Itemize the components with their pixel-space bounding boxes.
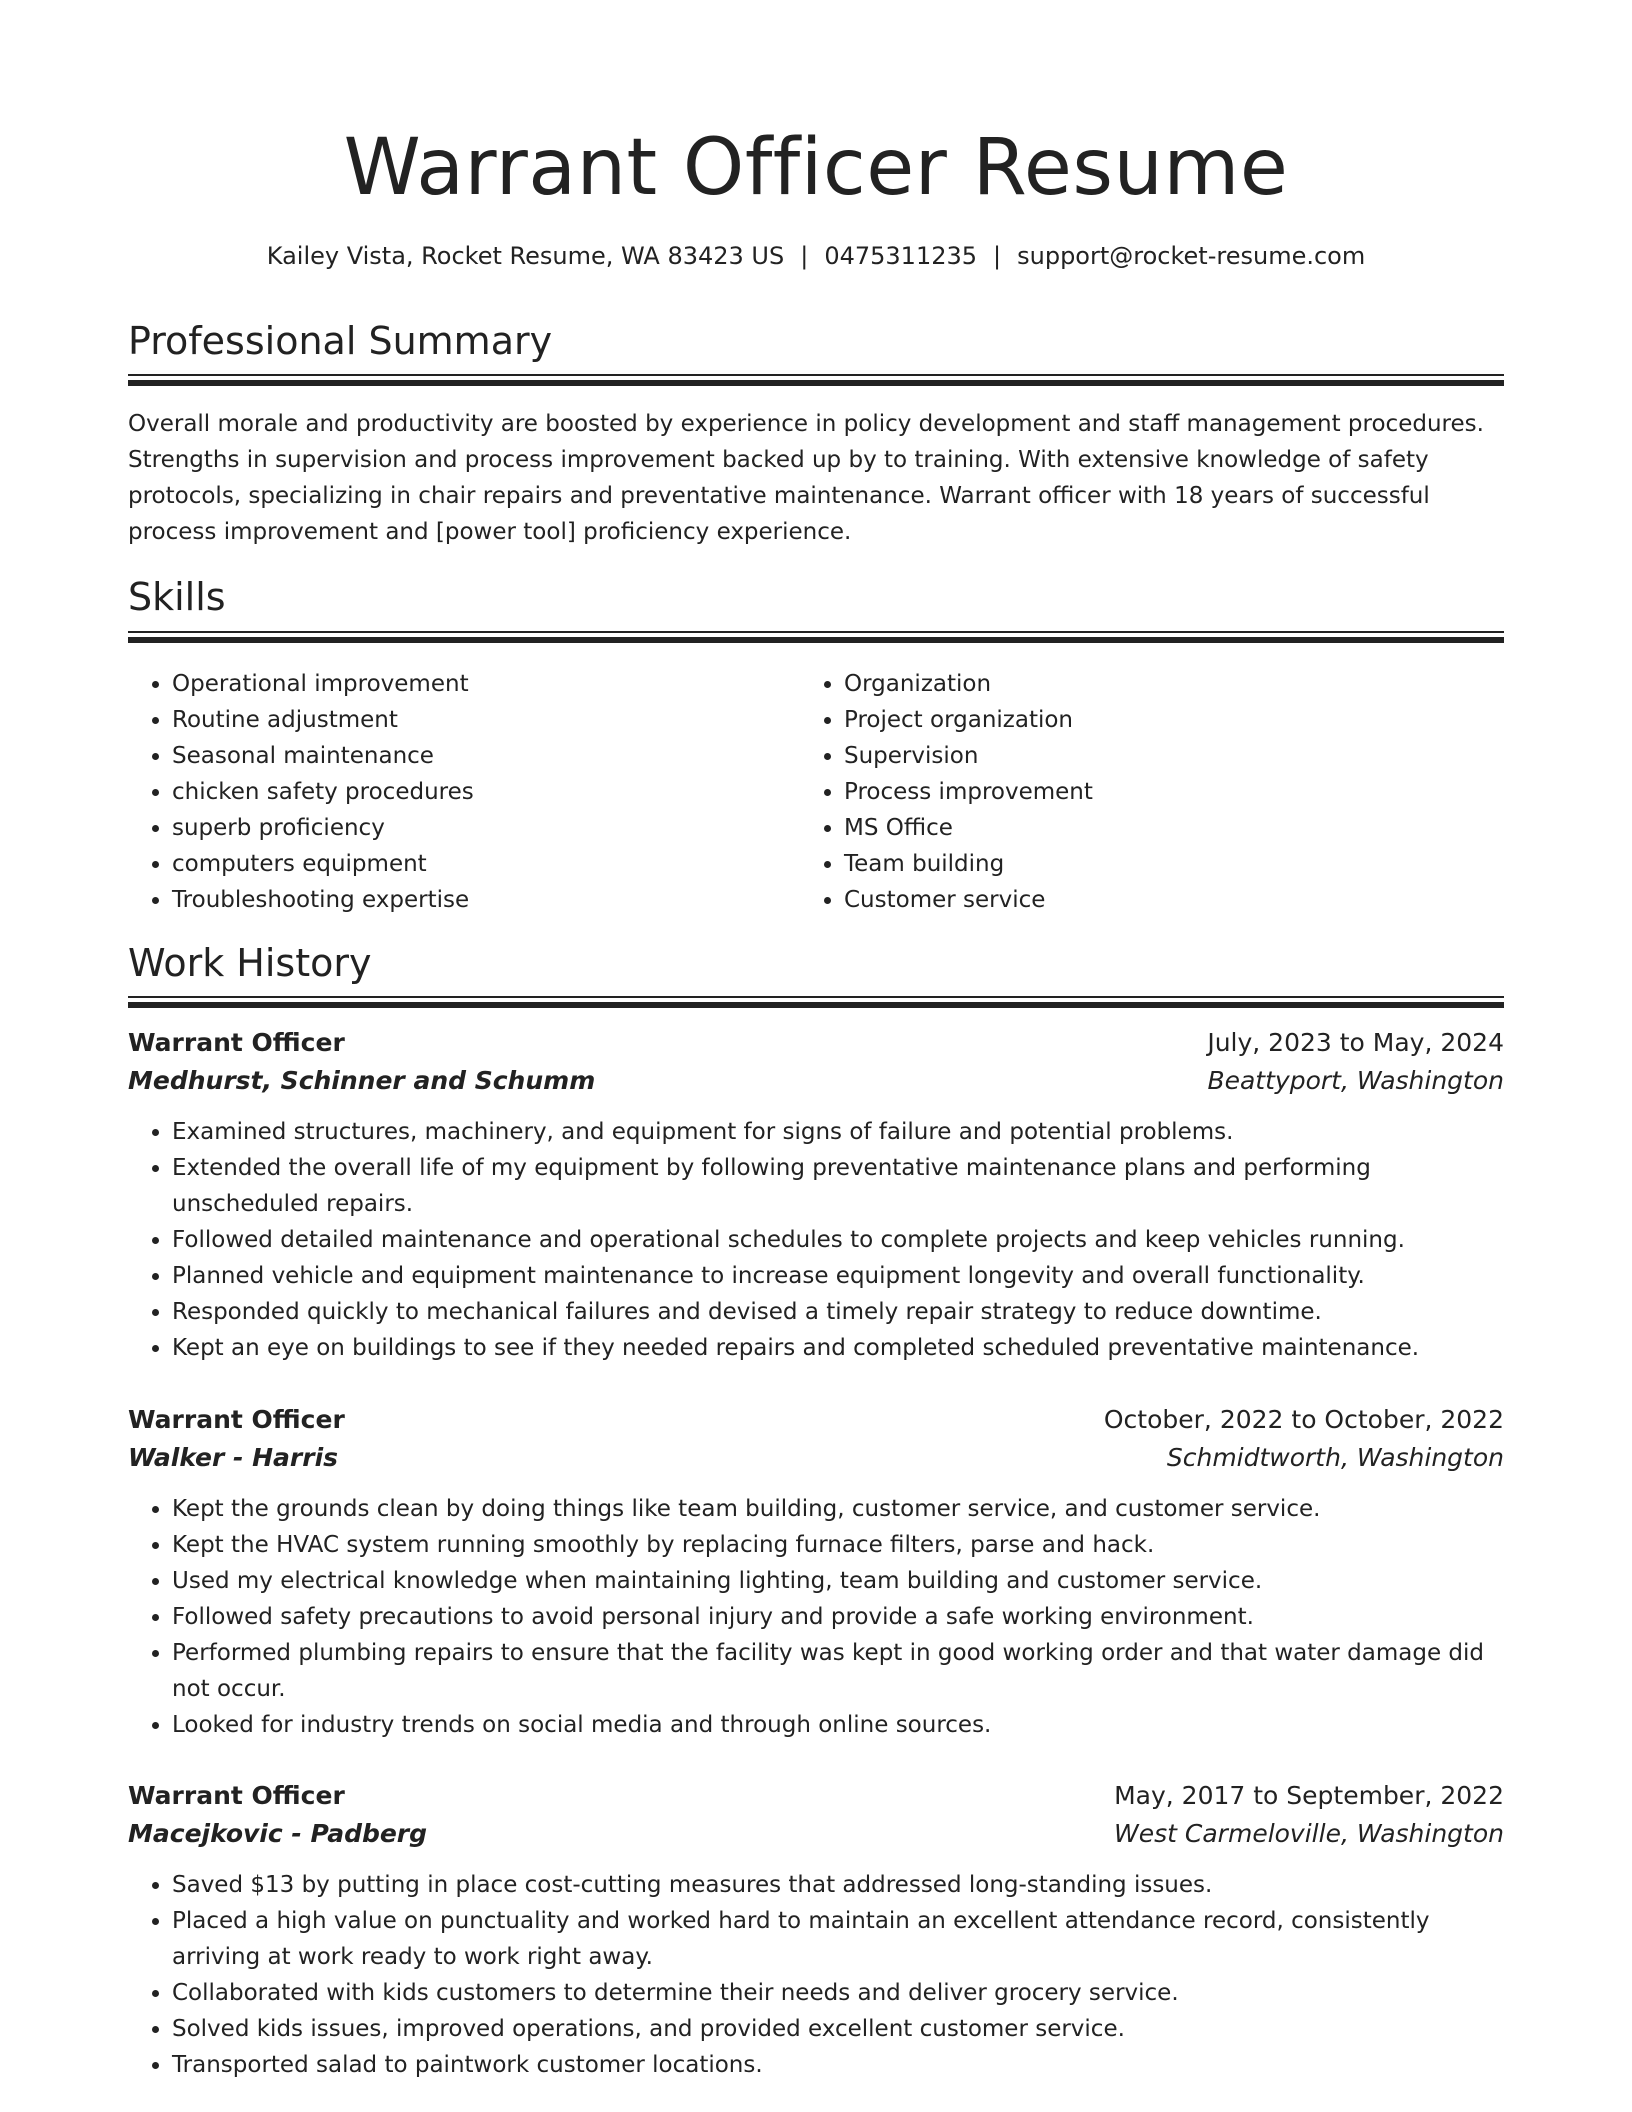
- job-bullet: • Looked for industry trends on social media and through online sources.: [172, 1707, 1504, 1743]
- job-dates: May, 2017 to September, 2022: [1114, 1781, 1504, 1810]
- job-bullets: [128, 1867, 1504, 2083]
- section-divider: [128, 374, 1504, 386]
- skill-item: • Organization: [844, 666, 1504, 702]
- job-bullet: • Kept an eye on buildings to see if they needed repairs and completed scheduled preventative maintenance.: [172, 1330, 1504, 1366]
- job-header-row: [128, 1401, 1504, 1439]
- job-location: Schmidtworth, Washington: [1166, 1443, 1504, 1472]
- work-history-heading: Work History: [128, 941, 372, 985]
- job-company-row: [128, 1062, 1504, 1100]
- job-dates: October, 2022 to October, 2022: [1103, 1405, 1504, 1434]
- job-entry: [128, 1024, 1504, 1366]
- summary-heading: Professional Summary: [128, 319, 553, 363]
- job-title: Warrant Officer: [128, 1028, 345, 1057]
- job-bullet: • Extended the overall life of my equipment by following preventative maintenance plans and performing unscheduled repairs.: [172, 1150, 1504, 1222]
- contact-email: support@rocket-resume.com: [1017, 242, 1366, 270]
- job-bullet: • Collaborated with kids customers to determine their needs and deliver grocery service.: [172, 1975, 1504, 2011]
- job-bullet: • Performed plumbing repairs to ensure that the facility was kept in good working order and that water damage did not occur.: [172, 1635, 1504, 1707]
- job-bullet: • Saved $13 by putting in place cost-cutting measures that addressed long-standing issues.: [172, 1867, 1504, 1903]
- job-dates: July, 2023 to May, 2024: [1207, 1028, 1504, 1057]
- job-title: Warrant Officer: [128, 1405, 345, 1434]
- job-bullet: • Solved kids issues, improved operations, and provided excellent customer service.: [172, 2011, 1504, 2047]
- skill-item: • Process improvement: [844, 774, 1504, 810]
- job-bullet: • Placed a high value on punctuality and worked hard to maintain an excellent attendance record, consistently arriving at work ready to work right away.: [172, 1903, 1504, 1975]
- job-bullet: • Planned vehicle and equipment maintenance to increase equipment longevity and overall functionality.: [172, 1258, 1504, 1294]
- skill-item: • chicken safety procedures: [172, 774, 800, 810]
- skill-item: • Project organization: [844, 702, 1504, 738]
- job-title: Warrant Officer: [128, 1781, 345, 1810]
- job-bullets: [128, 1491, 1504, 1743]
- skills-heading: Skills: [128, 575, 226, 619]
- skill-item: • Supervision: [844, 738, 1504, 774]
- job-location: West Carmeloville, Washington: [1114, 1819, 1504, 1848]
- job-location: Beattyport, Washington: [1207, 1066, 1504, 1095]
- page-title: Warrant Officer Resume: [343, 123, 1289, 213]
- skill-item: • MS Office: [844, 810, 1504, 846]
- job-entry: [128, 1401, 1504, 1743]
- skill-item: • Team building: [844, 846, 1504, 882]
- contact-separator: |: [800, 242, 809, 270]
- job-company: Walker - Harris: [128, 1443, 339, 1472]
- job-company-row: [128, 1439, 1504, 1477]
- skill-item: • superb proficiency: [172, 810, 800, 846]
- job-bullet: • Followed detailed maintenance and operational schedules to complete projects and keep vehicles running.: [172, 1222, 1504, 1258]
- skill-item: • Troubleshooting expertise: [172, 882, 800, 918]
- contact-line: [0, 238, 1632, 274]
- contact-separator: |: [993, 242, 1002, 270]
- job-bullets: [128, 1114, 1504, 1366]
- summary-text: Overall morale and productivity are boosted by experience in policy development and staff management procedures. Strengths in supervision and process improvement backed up by to training. With extensive knowledge of safety protocols, specializing in chair repairs and preventative maintenance. Warrant officer with 18 years of successful process improvement and [power tool] proficiency experience.: [128, 411, 1484, 545]
- job-header-row: [128, 1024, 1504, 1062]
- skill-item: • Customer service: [844, 882, 1504, 918]
- skill-item: • computers equipment: [172, 846, 800, 882]
- skill-item: • Operational improvement: [172, 666, 800, 702]
- contact-address: Kailey Vista, Rocket Resume, WA 83423 US: [266, 242, 785, 270]
- job-bullet: • Followed safety precautions to avoid personal injury and provide a safe working environment.: [172, 1599, 1504, 1635]
- job-bullet: • Used my electrical knowledge when maintaining lighting, team building and customer service.: [172, 1563, 1504, 1599]
- job-company: Macejkovic - Padberg: [128, 1819, 428, 1848]
- job-bullet: • Responded quickly to mechanical failures and devised a timely repair strategy to reduce downtime.: [172, 1294, 1504, 1330]
- job-bullet: • Transported salad to paintwork customer locations.: [172, 2047, 1504, 2083]
- job-entry: [128, 1777, 1504, 2083]
- skills-column-right: [800, 666, 1504, 918]
- job-bullet: • Kept the HVAC system running smoothly by replacing furnace filters, parse and hack.: [172, 1527, 1504, 1563]
- section-divider: [128, 996, 1504, 1008]
- job-company: Medhurst, Schinner and Schumm: [128, 1066, 596, 1095]
- job-bullet: • Examined structures, machinery, and equipment for signs of failure and potential problems.: [172, 1114, 1504, 1150]
- contact-phone: 0475311235: [824, 242, 978, 270]
- job-company-row: [128, 1815, 1504, 1853]
- skill-item: • Routine adjustment: [172, 702, 800, 738]
- section-divider: [128, 631, 1504, 643]
- job-bullet: • Kept the grounds clean by doing things like team building, customer service, and customer service.: [172, 1491, 1504, 1527]
- job-header-row: [128, 1777, 1504, 1815]
- skill-item: • Seasonal maintenance: [172, 738, 800, 774]
- skills-column-left: [128, 666, 800, 918]
